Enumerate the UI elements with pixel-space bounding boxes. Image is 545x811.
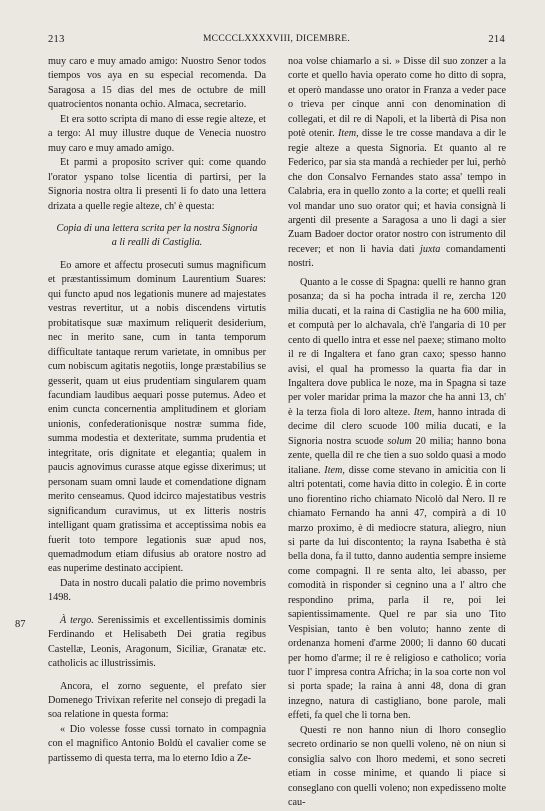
paragraph: « Dio volesse fosse cussì tornato in compagnia con el magnifico Antonio Boldù el cavalier come se partissemo di questa terra, ma lo eterno Idio a Ze- <box>48 723 266 764</box>
page-header <box>48 34 505 48</box>
paragraph: noa volse chiamarlo a sì. » Disse dil suo zonzer a la corte et quello havia operato come ho ditto di sopra, et operò mandasse uno orator in Franza a veder pace o trieva per cinque anni con denomination di collegati, et dil re di Napoli, et la libertà di Pisa non potè otenir. Item, disse le tre cosse mandava a dir le regie alteze a questa Signoria. Et quanto al re Federico, par sia sta mandà a rechieder per lui, perhò che don Consalvo Fernandes stato assa' tempo in Calabria, era in quello zonto a la corte; et quelli reali vol mandar uno suo orator qui; et havia consignà li argenti dil presente a Saragosa a uno li dagi a sier Zuam Badoer doctor orator nostro con istrumento dil recever; et non li havia dati juxta comandamenti nostri. <box>288 56 506 270</box>
paragraph: Ancora, el zorno seguente, el prefato sier Domenego Trivixan referite nel consejo di pregadi la soa relatione in questa forma: <box>48 680 266 721</box>
page-number-left: 213 <box>48 34 65 45</box>
page-number-right: 214 <box>488 34 505 45</box>
paragraph: muy caro e muy amado amigo: Nuostro Senor todos tiempos vos aya en su especial recomenda. Da Saragosa a 15 dias del mes de octubre de mill quatrocientos nonanta ochio. Almaca, secretario. <box>48 56 266 111</box>
paragraph: Questi re non hanno niun di lhoro conseglio secreto ordinario se non quelli voleno, nè on niun si consiglia salvo con lhoro medemi, et sono secreti etiam in cosse minime, et quando li piace si conseglano con quelli voleno; non expedisseno molte cau- <box>288 724 506 809</box>
paragraph: À tergo. Serenissimis et excellentissimis dominis Ferdinando et Helisabeth Dei gratia regibus Castellæ, Leonis, Aragonum, Siciliæ, Granatæ etc. catholicis ac illustrissimis. <box>48 614 266 670</box>
paragraph: Et era sotto scripta di mano di esse regie alteze, et a tergo: Al muy illustre duque de Venecia nuostro muy caro e muy amado amigo. <box>48 113 266 154</box>
italic-label: À tergo. <box>60 614 94 626</box>
section-title: a li realli di Castiglia. <box>111 237 203 249</box>
right-column <box>288 55 506 811</box>
section-title: Copia di una lettera scrita per la nostra Signoria <box>56 222 258 234</box>
margin-number: 87 <box>15 619 26 630</box>
left-column <box>48 55 266 766</box>
latin-letter-body: Eo amore et affectu prosecuti sumus magnificum et præstantissimum dominum Laurentium Suares: qui functo apud nos legationis munere ad majestates vestras revertitur, ut a nobis discendens virtutis probitatisque suæ maximum reliquerit desiderium, nec in merito sane, cum in tanta temporum difficultate tantaque rerum varietate, in omnibus per cum nobiscum agitatis negotiis, longe præstabilius se gesserit, quam ut eius prudentiam singularem quam facundiam laudibus aequari posse putemus. Adeo et enim cuncta concernentia amplitudinem et gloriam unionis, confederationisque nostræ summa fide, summa modestia et dexteritate, summa prudentia et integritate, oris dignitate et elegantia; qualem in paucis agnovimus curasse atque egisse dixerimus; ut personam suam omni laude et comendatione dignam merito censeamus. Quod idcirco majestatibus vestris significandum curavimus, ut ex litteris nostris intelligant quam gratissima et acceptissima nobis ea fuerit toto tempore legationis suæ apud nos, quemadmodum etiam difusius ab oratore nostro ad eas nuperime destinato accipient. <box>48 259 266 575</box>
paragraph: Quanto a le cosse di Spagna: quelli re hanno gran posanza; da si ha pocha intrada il re, zercha 120 milia ducati, et la raina di Castiglia ne ha 600 milia, et computà per lo alchavala, ch'è l'angaria di 10 per cento di quello intra et esse nel paexe; stimano molto il re di Ingaltera et fano gran caxo; spesso hanno avisi, el qual ha promesso la quarta fia dar in Ingaltera dove publica le noze, ma in Spagna si taze per voler maridar prima la mazor che ha anni 13, ch' è la terza fiola di loro alteze. Item, hanno intrada di decime dil clero scuode 100 milia ducati, e la Signoria nostra scuode solum 20 milia; hanno bona zente, quella dil re che tien a suo soldo quasi a modo italiane. Item, disse come stevano in amicitia con li altri potentati, come havia ditto in colegio. È in corte uno fiorentino richo chiamato Nicolò dal Nero. Il re chiamato Fernando ha anni 47, compirà a di 10 marzo proximo, è di mediocre statura, aliegro, niun si parte da lui discontento; la rayna Isabetha è stà bella dona, fa il tutto, danno audentia sempre insieme come compagni. Il re senta alto, lei abasso, per comodità in risponder si cegnino una a l' altro che respondino prima, parla il re, poi lei sapientissimamente. Quel re par sia uno Tito Vespisian, tanto è ben voluto; hanno zente di ordenanza homeni d'arme 2000; li danno 60 ducati per homo d'arme; il re è religioso e catholico; voria tuor l' impresa contra Africha; in la soa corte non vol si porta spade; la raina à anni 48, dona di gran inzegno, natura di castigliano, bone parole, mali effeti, fa quel che li torna ben. <box>288 276 506 722</box>
paragraph: Et parmi a proposito scriver qui: come quando l'orator yspano tolse licentia di partirsi, per la Signoria nostra oltra li presenti li fo dato una lettera drizata a quelle regie alteze, ch' è questa: <box>48 157 266 212</box>
paragraph: Data in nostro ducali palatio die primo novembris 1498. <box>48 577 266 604</box>
running-title: MCCCCLXXXXVIII, DICEMBRE. <box>202 34 351 44</box>
